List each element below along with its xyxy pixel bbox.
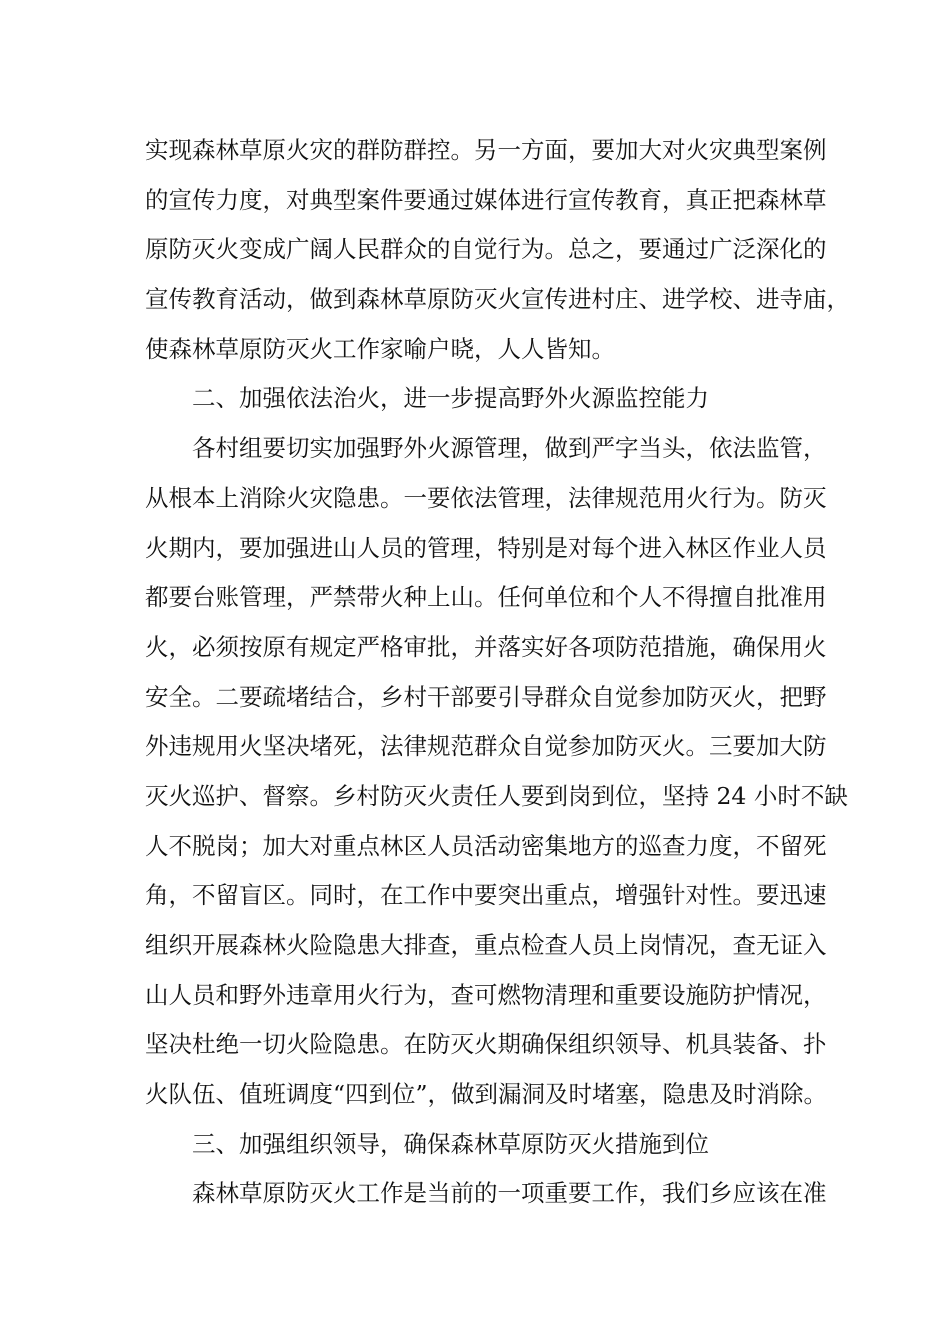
text-line: 安全。二要疏堵结合，乡村干部要引导群众自觉参加防灭火，把野	[145, 682, 827, 711]
text-line: 人不脱岗；加大对重点林区人员活动密集地方的巡查力度，不留死	[145, 831, 827, 860]
paragraph-first-line: 二、加强依法治火，进一步提高野外火源监控能力	[192, 384, 709, 413]
paragraph-first-line: 三、加强组织领导，确保森林草原防灭火措施到位	[192, 1129, 709, 1158]
text-line: 都要台账管理，严禁带火种上山。任何单位和个人不得擅自批准用	[145, 583, 827, 612]
text-line: 组织开展森林火险隐患大排查，重点检查人员上岗情况，查无证入	[145, 931, 827, 959]
paragraph-first-line: 各村组要切实加强野外火源管理，做到严字当头，依法监管，	[192, 434, 827, 463]
text-line: 宣传教育活动，做到森林草原防灭火宣传进村庄、进学校、进寺庙，	[145, 285, 850, 314]
paragraph-first-line: 森林草原防灭火工作是当前的一项重要工作，我们乡应该在准	[192, 1179, 827, 1208]
document-body	[145, 126, 850, 1219]
text-line: 山人员和野外违章用火行为，查可燃物清理和重要设施防护情况，	[145, 980, 827, 1009]
text-line: 角，不留盲区。同时，在工作中要突出重点，增强针对性。要迅速	[145, 881, 827, 910]
text-line: 火队伍、值班调度“四到位”，做到漏洞及时堵塞，隐患及时消除。	[145, 1080, 828, 1109]
text-line: 原防灭火变成广阔人民群众的自觉行为。总之，要通过广泛深化的	[145, 235, 827, 264]
text-line: 坚决杜绝一切火险隐患。在防灭火期确保组织领导、机具装备、扑	[145, 1030, 827, 1059]
text-line: 使森林草原防灭火工作家喻户晓，人人皆知。	[145, 334, 615, 363]
text-line: 从根本上消除火灾隐患。一要依法管理，法律规范用火行为。防灭	[145, 483, 827, 512]
text-line: 火期内，要加强进山人员的管理，特别是对每个进入林区作业人员	[145, 533, 827, 562]
text-line: 的宣传力度，对典型案件要通过媒体进行宣传教育，真正把森林草	[145, 185, 827, 214]
text-line: 灭火巡护、督察。乡村防灭火责任人要到岗到位，坚持 24 小时不缺	[145, 781, 848, 810]
text-line: 外违规用火坚决堵死，法律规范群众自觉参加防灭火。三要加大防	[145, 732, 827, 761]
text-line: 火，必须按原有规定严格审批，并落实好各项防范措施，确保用火	[145, 632, 827, 661]
text-line: 实现森林草原火灾的群防群控。另一方面，要加大对火灾典型案例	[145, 136, 827, 164]
